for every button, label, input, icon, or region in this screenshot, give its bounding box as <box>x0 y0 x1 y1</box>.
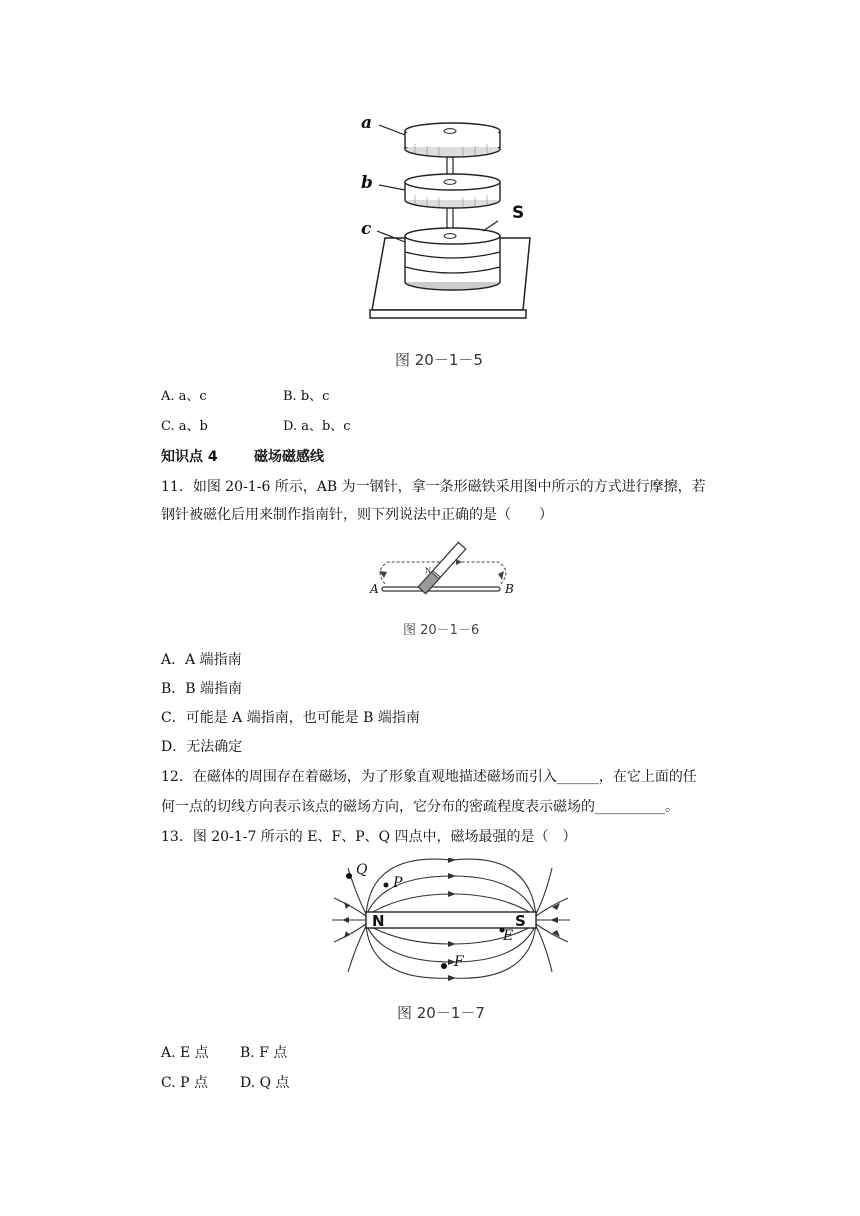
option-a: A. a、c <box>161 389 207 404</box>
question-11-line1: 11．如图 20-1-6 所示，AB 为一钢针，拿一条形磁铁采用图中所示的方式进行摩擦，若 <box>161 479 706 495</box>
q13-option-b: B. F 点 <box>240 1045 288 1061</box>
label-ring-b: b <box>361 173 373 193</box>
option-b: B. b、c <box>283 389 330 404</box>
label-point-f: F <box>454 954 464 970</box>
figure-20-1-6 <box>370 540 520 602</box>
figure-20-1-5 <box>355 113 545 338</box>
label-ring-c: c <box>361 219 372 239</box>
label-point-q: Q <box>356 862 368 878</box>
label-point-e: E <box>503 928 514 944</box>
q11-option-c: C．可能是 A 端指南，也可能是 B 端指南 <box>161 710 420 726</box>
label-ring-a: a <box>361 113 373 133</box>
q13-option-d: D. Q 点 <box>240 1075 290 1091</box>
figure-caption: 图 20－1－6 <box>403 623 480 638</box>
q11-option-d: D．无法确定 <box>161 739 243 755</box>
question-13-line1: 13．图 20-1-7 所示的 E、F、P、Q 四点中，磁场最强的是（ ） <box>161 829 577 845</box>
label-pole-s: S <box>512 203 525 223</box>
q11-option-b: B．B 端指南 <box>161 681 243 697</box>
section-label: 知识点 4 <box>161 449 218 465</box>
label-end-b: B <box>505 582 514 596</box>
section-title: 磁场磁感线 <box>254 449 324 465</box>
option-d: D. a、b、c <box>283 419 351 434</box>
label-point-p: P <box>393 875 403 891</box>
ring-magnets-diagram <box>355 118 545 338</box>
figure-caption: 图 20－1－5 <box>395 351 483 369</box>
q13-option-c: C. P 点 <box>161 1075 208 1091</box>
q13-option-a: A. E 点 <box>161 1045 209 1061</box>
label-pole-n: N <box>372 912 385 930</box>
option-c: C. a、b <box>161 419 208 434</box>
label-pole-s: S <box>515 912 526 930</box>
figure-caption: 图 20－1－7 <box>397 1004 485 1022</box>
q11-option-a: A．A 端指南 <box>161 652 242 668</box>
label-pole-n: N <box>425 567 432 575</box>
label-end-a: A <box>370 582 379 596</box>
question-12-line2: 何一点的切线方向表示该点的磁场方向，它分布的密疏程度表示磁场的__________。 <box>161 799 679 815</box>
needle-magnetizing-diagram <box>370 540 520 602</box>
question-11-line2: 钢针被磁化后用来制作指南针，则下列说法中正确的是（ ） <box>161 507 553 523</box>
figure-20-1-7 <box>330 858 570 988</box>
question-12-line1: 12．在磁体的周围存在着磁场，为了形象直观地描述磁场而引入______，在它上面的任 <box>161 769 697 785</box>
